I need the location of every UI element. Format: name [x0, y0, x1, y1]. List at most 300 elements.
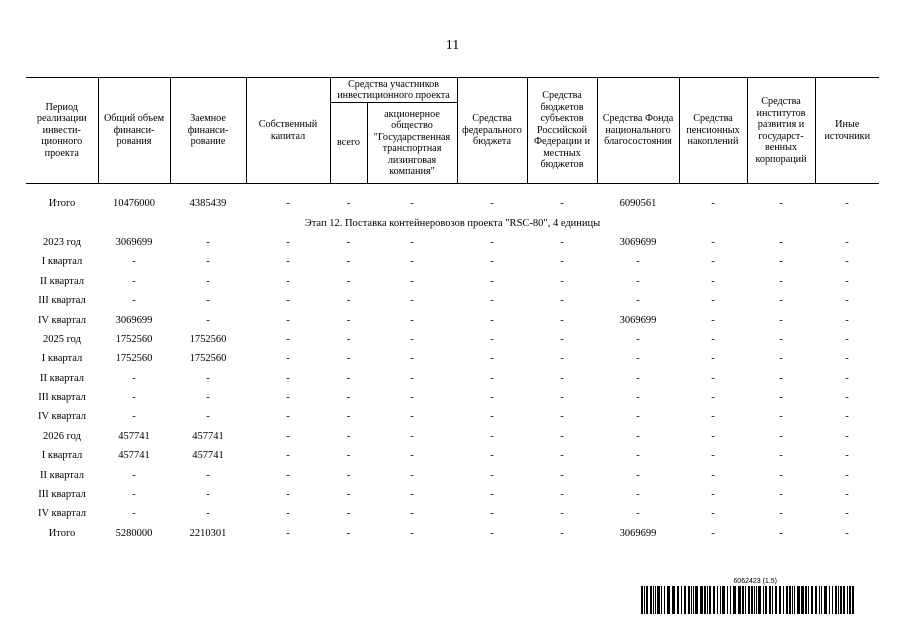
barcode-bar	[769, 586, 771, 614]
table-row	[26, 272, 879, 291]
row-cell: -	[206, 295, 210, 307]
barcode-bar	[684, 586, 686, 614]
row-cell: -	[490, 430, 494, 442]
row-cell: -	[286, 489, 290, 501]
row-cell: -	[779, 392, 783, 404]
row-period: IV квартал	[38, 508, 86, 520]
row-cell: 1752560	[115, 333, 153, 345]
col-participants-total-header: всего	[330, 103, 367, 184]
barcode-bar	[693, 586, 695, 614]
row-cell: -	[560, 508, 564, 520]
row-cell: -	[845, 392, 849, 404]
barcode-bar	[763, 586, 764, 614]
row-cell: -	[410, 430, 414, 442]
barcode-bar	[819, 586, 820, 614]
col-dev-institutes-header: Средства институтов развития и государст-венных корпораций	[747, 78, 815, 184]
row-cell: -	[560, 198, 564, 210]
barcode-bar	[786, 586, 788, 614]
row-cell: -	[711, 508, 715, 520]
row-cell: -	[636, 392, 640, 404]
barcode-bar	[797, 586, 799, 614]
row-cell: -	[286, 392, 290, 404]
col-total-header: Общий объем финанси-рования	[98, 78, 170, 184]
row-cell: -	[346, 411, 351, 423]
row-cell: 4385439	[189, 198, 227, 210]
table-row	[26, 330, 879, 349]
row-cell: -	[410, 527, 414, 539]
row-cell: -	[490, 333, 494, 345]
row-cell: -	[636, 469, 640, 481]
row-cell: -	[711, 469, 715, 481]
row-cell: -	[132, 392, 136, 404]
barcode-bar	[701, 586, 703, 614]
row-cell: -	[410, 411, 414, 423]
barcode-bar	[695, 586, 697, 614]
row-cell: 3069699	[115, 314, 153, 326]
row-cell: -	[845, 198, 849, 210]
barcode-bar	[847, 586, 848, 614]
row-cell: -	[711, 295, 715, 307]
row-cell: -	[560, 236, 564, 248]
row-cell: -	[206, 469, 210, 481]
row-cell: -	[711, 392, 715, 404]
barcode-bar	[840, 586, 842, 614]
row-cell: 3069699	[619, 527, 657, 539]
row-cell: -	[490, 314, 494, 326]
row-cell: -	[711, 450, 715, 462]
row-cell: -	[490, 508, 494, 520]
barcode-bar	[802, 586, 804, 614]
row-cell: -	[560, 314, 564, 326]
barcode-bar	[783, 586, 784, 614]
row-cell: -	[779, 372, 783, 384]
row-period: III квартал	[38, 295, 86, 307]
row-cell: 457741	[192, 430, 224, 442]
col-gtlk-header: акционерное общество "Государственная транспортная лизинговая компания"	[367, 103, 457, 184]
col-participants-group-header: Средства участников инвестиционного проекта	[330, 78, 457, 103]
row-cell: -	[490, 295, 494, 307]
row-cell: -	[845, 236, 849, 248]
barcode-label: 6062423 (1.5)	[733, 578, 777, 585]
barcode-bar	[722, 586, 724, 614]
barcode-bar	[748, 586, 750, 614]
barcode-bar	[792, 586, 793, 614]
barcode-bar	[739, 586, 741, 614]
row-period: 2026 год	[43, 430, 81, 442]
row-cell: -	[286, 275, 290, 287]
table-row	[26, 427, 879, 446]
row-cell: -	[286, 295, 290, 307]
barcode-bar	[852, 586, 854, 614]
row-cell: -	[490, 411, 494, 423]
row-cell: -	[206, 392, 210, 404]
row-cell: -	[636, 489, 640, 501]
row-cell: -	[845, 372, 849, 384]
row-cell: -	[560, 353, 564, 365]
row-cell: -	[286, 430, 290, 442]
row-cell: -	[206, 314, 210, 326]
row-cell: -	[132, 411, 136, 423]
row-cell: -	[560, 295, 564, 307]
row-cell: -	[286, 372, 290, 384]
row-cell: -	[490, 353, 494, 365]
row-cell: -	[286, 469, 290, 481]
row-cell: -	[779, 411, 783, 423]
barcode-bar	[789, 586, 791, 614]
row-cell: -	[845, 489, 849, 501]
row-cell: -	[410, 508, 414, 520]
row-cell: -	[410, 198, 414, 210]
row-cell: -	[346, 236, 351, 248]
row-cell: -	[845, 333, 849, 345]
row-cell: -	[346, 314, 351, 326]
barcode-bar	[765, 586, 767, 614]
row-cell: -	[346, 430, 351, 442]
row-period: III квартал	[38, 392, 86, 404]
barcode-bar	[835, 586, 837, 614]
row-period: 2023 год	[43, 236, 81, 248]
row-cell: -	[560, 333, 564, 345]
row-cell: -	[410, 489, 414, 501]
barcode-bar	[653, 586, 654, 614]
row-cell: -	[560, 469, 564, 481]
row-cell: -	[410, 295, 414, 307]
row-cell: -	[560, 450, 564, 462]
table-row	[26, 233, 879, 252]
row-cell: -	[206, 256, 210, 268]
row-cell: -	[410, 275, 414, 287]
barcode-bar	[650, 586, 652, 614]
row-cell: -	[779, 450, 783, 462]
table-row	[26, 194, 879, 213]
table-row	[26, 465, 879, 484]
row-cell: 10476000	[113, 198, 155, 210]
row-cell: -	[711, 353, 715, 365]
row-cell: -	[346, 527, 351, 539]
row-cell: -	[560, 527, 564, 539]
barcode-bar	[779, 586, 781, 614]
barcode-bar	[772, 586, 773, 614]
barcode-bar	[673, 586, 675, 614]
barcode-bars	[641, 586, 855, 614]
row-cell: -	[560, 430, 564, 442]
row-cell: -	[286, 411, 290, 423]
row-cell: -	[636, 508, 640, 520]
row-cell: -	[490, 198, 494, 210]
row-cell: -	[346, 295, 351, 307]
row-cell: -	[346, 198, 351, 210]
barcode-bar	[738, 586, 739, 614]
row-cell: -	[346, 256, 351, 268]
row-cell: -	[346, 353, 351, 365]
row-cell: -	[132, 295, 136, 307]
row-cell: -	[206, 372, 210, 384]
row-cell: -	[845, 295, 849, 307]
row-cell: -	[779, 275, 783, 287]
table-row	[26, 252, 879, 271]
barcode-bar	[661, 586, 662, 614]
row-cell: -	[346, 508, 351, 520]
barcode-bar	[843, 586, 845, 614]
row-cell: -	[711, 430, 715, 442]
barcode-bar	[717, 586, 718, 614]
col-period-header: Период реализации инвести-ционного проекта	[26, 78, 98, 184]
row-cell: -	[490, 489, 494, 501]
row-cell: -	[779, 198, 783, 210]
row-cell: -	[410, 372, 414, 384]
row-cell: -	[711, 411, 715, 423]
barcode-bar	[681, 586, 682, 614]
table-row	[26, 388, 879, 407]
row-cell: -	[410, 256, 414, 268]
row-period: I квартал	[41, 256, 83, 268]
row-cell: -	[711, 527, 715, 539]
row-cell: -	[132, 256, 136, 268]
row-cell: -	[410, 333, 414, 345]
table-row	[26, 349, 879, 368]
barcode-bar	[756, 586, 758, 614]
row-cell: -	[711, 236, 715, 248]
barcode-bar	[657, 586, 659, 614]
barcode-bar	[745, 586, 746, 614]
row-cell: -	[711, 333, 715, 345]
row-cell: -	[410, 236, 414, 248]
col-loan-header: Заемное финанси-рование	[170, 78, 246, 184]
row-cell: -	[206, 489, 210, 501]
stage-row	[26, 213, 879, 232]
row-cell: 457741	[192, 450, 224, 462]
row-cell: -	[490, 527, 494, 539]
row-cell: -	[560, 392, 564, 404]
row-cell: -	[845, 353, 849, 365]
row-cell: -	[779, 469, 783, 481]
barcode-bar	[677, 586, 679, 614]
barcode-bar	[730, 586, 732, 614]
row-cell: -	[286, 450, 290, 462]
table-row	[26, 524, 879, 543]
row-period: IV квартал	[38, 314, 86, 326]
barcode-bar	[704, 586, 706, 614]
row-cell: -	[206, 275, 210, 287]
barcode-bar	[829, 586, 830, 614]
row-cell: -	[410, 314, 414, 326]
row-period: IV квартал	[38, 411, 86, 423]
barcode-bar	[691, 586, 692, 614]
row-cell: -	[132, 275, 136, 287]
row-period: III квартал	[38, 489, 86, 501]
barcode-bar	[815, 586, 817, 614]
row-cell: -	[779, 236, 783, 248]
barcode-bar	[832, 586, 834, 614]
barcode-bar	[824, 586, 826, 614]
col-equity-header: Собственный капитал	[246, 78, 330, 184]
row-cell: 3069699	[619, 314, 657, 326]
row-cell: -	[636, 295, 640, 307]
row-cell: -	[346, 392, 351, 404]
barcode-bar	[849, 586, 851, 614]
barcode-bar	[805, 586, 807, 614]
row-cell: -	[779, 333, 783, 345]
barcode-bar	[720, 586, 722, 614]
col-pension-header: Средства пенсионных накоплений	[679, 78, 747, 184]
table-row	[26, 446, 879, 465]
row-cell: -	[490, 275, 494, 287]
barcode-bar	[646, 586, 648, 614]
row-cell: -	[636, 333, 640, 345]
row-cell: -	[711, 256, 715, 268]
barcode-bar	[672, 586, 673, 614]
row-cell: -	[711, 489, 715, 501]
row-cell: 1752560	[189, 353, 227, 365]
row-cell: -	[286, 333, 290, 345]
barcode-bar	[758, 586, 760, 614]
table-row	[26, 485, 879, 504]
barcode-bar	[742, 586, 744, 614]
barcode-bar	[838, 586, 839, 614]
barcode-bar	[775, 586, 777, 614]
barcode-bar	[688, 586, 690, 614]
row-cell: -	[410, 392, 414, 404]
row-cell: -	[286, 236, 290, 248]
row-cell: -	[845, 450, 849, 462]
row-cell: -	[560, 256, 564, 268]
row-cell: -	[132, 372, 136, 384]
row-cell: -	[779, 527, 783, 539]
row-cell: 5280000	[115, 527, 153, 539]
barcode	[641, 578, 855, 614]
barcode-bar	[655, 586, 657, 614]
row-cell: -	[560, 411, 564, 423]
row-cell: -	[779, 256, 783, 268]
page-number: 11	[445, 38, 460, 53]
table-row	[26, 407, 879, 426]
row-cell: -	[132, 469, 136, 481]
row-cell: 3069699	[115, 236, 153, 248]
row-period: Итого	[48, 198, 76, 210]
barcode-bar	[667, 586, 669, 614]
row-cell: -	[286, 314, 290, 326]
row-cell: 6090561	[619, 198, 657, 210]
row-cell: -	[560, 489, 564, 501]
barcode-bar	[641, 586, 643, 614]
row-cell: -	[286, 527, 290, 539]
row-cell: -	[490, 469, 494, 481]
barcode-bar	[801, 586, 802, 614]
row-cell: -	[206, 411, 210, 423]
row-cell: -	[346, 333, 351, 345]
row-cell: -	[490, 372, 494, 384]
col-other-header: Иные источники	[815, 78, 879, 184]
row-period: II квартал	[39, 275, 85, 287]
row-cell: -	[286, 256, 290, 268]
row-cell: -	[636, 353, 640, 365]
table-body	[26, 184, 879, 544]
barcode-bar	[754, 586, 755, 614]
row-period: I квартал	[41, 353, 83, 365]
barcode-bar	[664, 586, 666, 614]
row-cell: -	[779, 489, 783, 501]
barcode-bar	[709, 586, 711, 614]
row-cell: 1752560	[115, 353, 153, 365]
row-cell: -	[490, 392, 494, 404]
row-cell: -	[779, 353, 783, 365]
row-cell: -	[636, 256, 640, 268]
row-cell: -	[845, 275, 849, 287]
barcode-bar	[751, 586, 753, 614]
barcode-bar	[811, 586, 813, 614]
row-period: II квартал	[39, 469, 85, 481]
row-cell: -	[560, 275, 564, 287]
barcode-bar	[644, 586, 645, 614]
row-cell: 457741	[118, 450, 150, 462]
row-cell: -	[636, 411, 640, 423]
row-cell: 1752560	[189, 333, 227, 345]
barcode-bar	[808, 586, 809, 614]
financing-table	[26, 77, 879, 543]
row-cell: -	[286, 353, 290, 365]
row-cell: -	[490, 450, 494, 462]
barcode-bar	[700, 586, 701, 614]
row-cell: -	[845, 469, 849, 481]
row-cell: -	[711, 275, 715, 287]
row-cell: -	[636, 430, 640, 442]
row-cell: 2210301	[189, 527, 227, 539]
table-row	[26, 369, 879, 388]
row-cell: -	[132, 508, 136, 520]
row-cell: -	[636, 450, 640, 462]
col-regional-header: Средства бюджетов субъектов Российской Федерации и местных бюджетов	[527, 78, 597, 184]
row-cell: -	[845, 411, 849, 423]
barcode-bar	[713, 586, 715, 614]
table-row	[26, 291, 879, 310]
row-cell: -	[410, 450, 414, 462]
table-row	[26, 504, 879, 523]
row-cell: -	[286, 198, 290, 210]
stage-title: Этап 12. Поставка контейнеровозов проекта "RSC-80", 4 единицы	[304, 217, 601, 229]
row-cell: -	[286, 508, 290, 520]
row-cell: -	[346, 450, 351, 462]
row-cell: -	[346, 372, 351, 384]
row-period: Итого	[48, 527, 76, 539]
row-cell: -	[711, 198, 715, 210]
row-cell: -	[845, 527, 849, 539]
row-cell: -	[779, 295, 783, 307]
table-row	[26, 310, 879, 329]
barcode-bar	[794, 586, 796, 614]
row-cell: 3069699	[619, 236, 657, 248]
barcode-bar	[707, 586, 708, 614]
row-cell: -	[779, 508, 783, 520]
row-cell: -	[711, 314, 715, 326]
row-cell: -	[636, 275, 640, 287]
col-nwf-header: Средства Фонда национального благосостояния	[597, 78, 679, 184]
barcode-bar	[821, 586, 823, 614]
row-cell: -	[206, 236, 210, 248]
row-cell: -	[410, 353, 414, 365]
row-cell: -	[410, 469, 414, 481]
row-cell: -	[346, 275, 351, 287]
row-cell: -	[560, 372, 564, 384]
row-cell: -	[711, 372, 715, 384]
row-cell: -	[132, 489, 136, 501]
row-cell: -	[845, 256, 849, 268]
barcode-bar	[727, 586, 728, 614]
row-cell: -	[845, 430, 849, 442]
row-period: I квартал	[41, 450, 83, 462]
row-cell: -	[636, 372, 640, 384]
row-cell: -	[779, 314, 783, 326]
row-cell: -	[346, 469, 351, 481]
